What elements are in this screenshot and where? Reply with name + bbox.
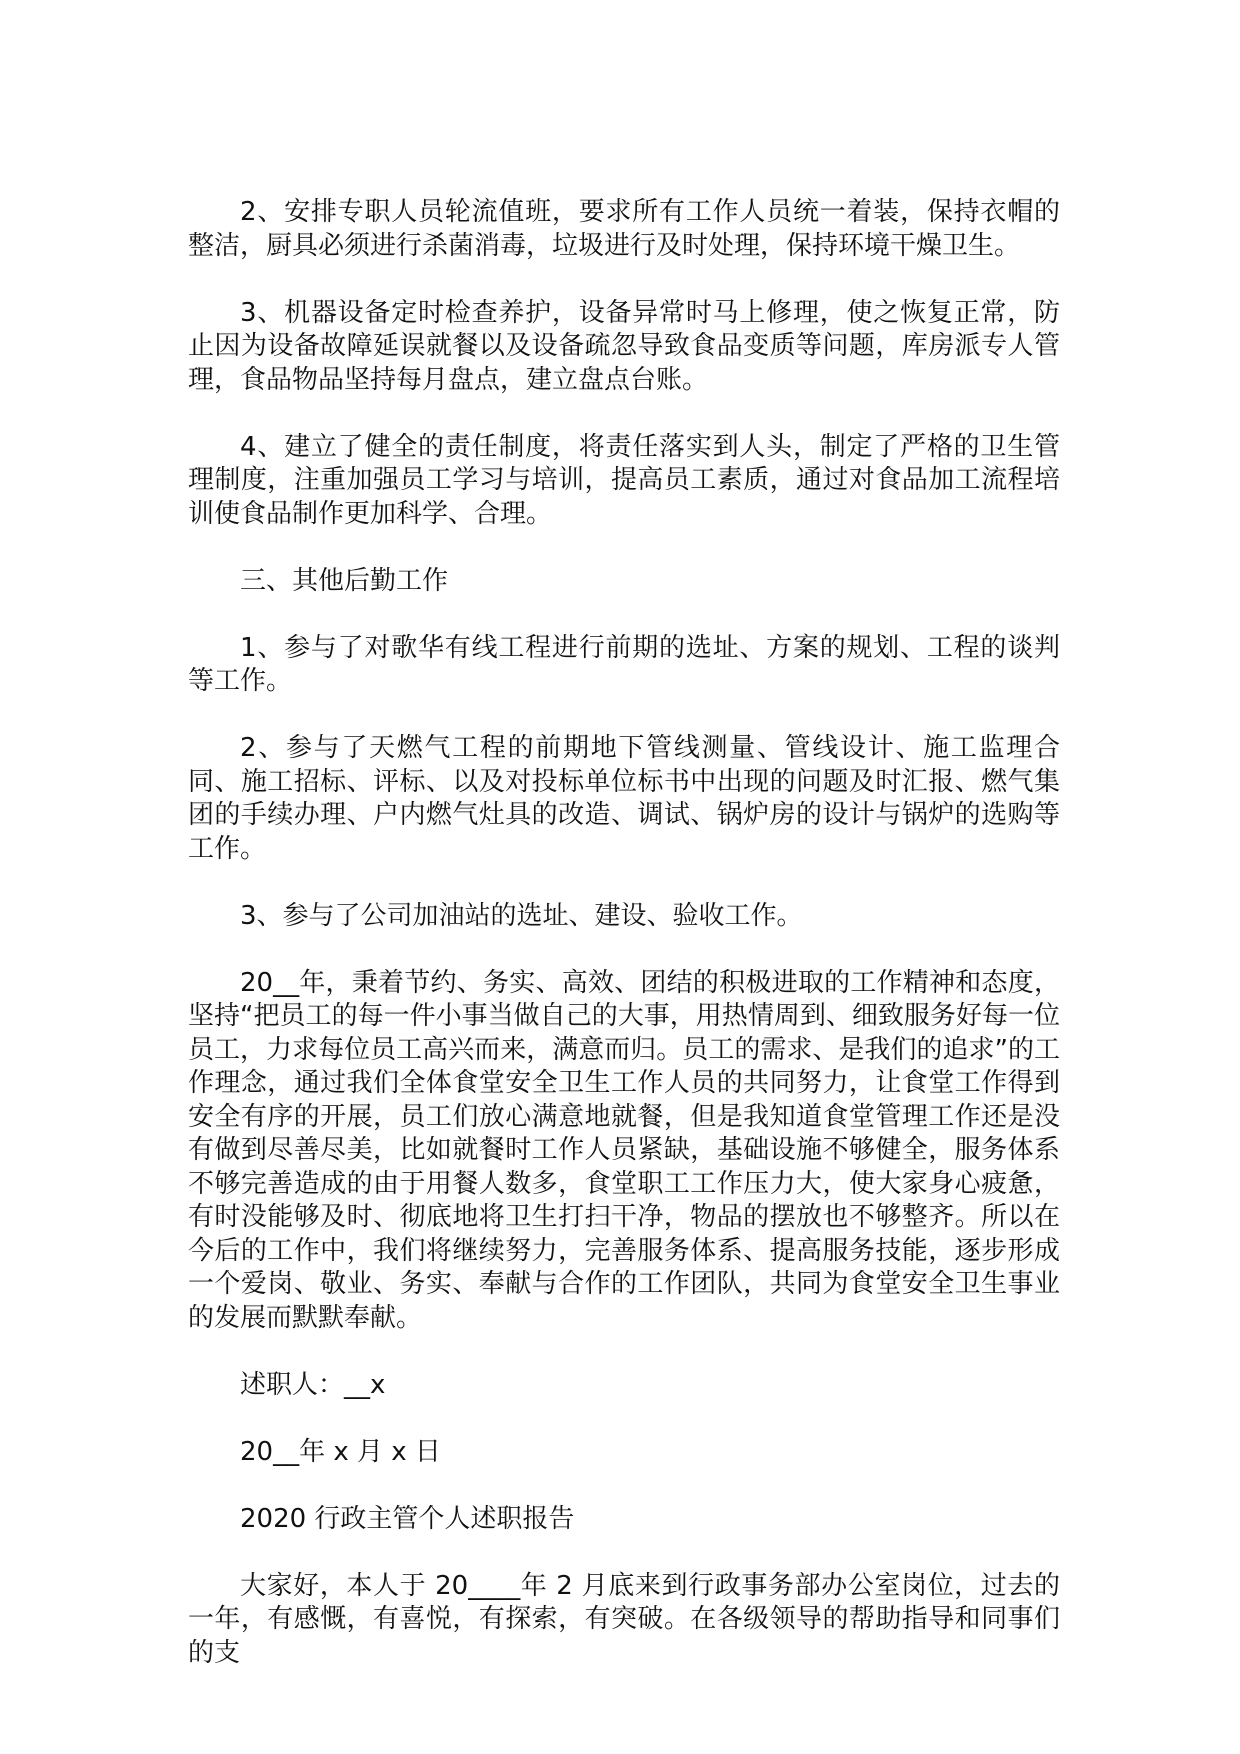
paragraph-natural-gas: 2、参与了天燃气工程的前期地下管线测量、管线设计、施工监理合同、施工招标、评标、以及对投标单位标书中出现的问题及时汇报、燃气集团的手续办理、户内燃气灶具的改造、调试、锅炉房的设计与锅炉的选购等工作。	[188, 733, 1060, 864]
paragraph-gas-station: 3、参与了公司加油站的选址、建设、验收工作。	[240, 900, 803, 931]
paragraph-canteen-duty: 2、安排专职人员轮流值班，要求所有工作人员统一着装，保持衣帽的整洁，厨具必须进行杀菌消毒，垃圾进行及时处理，保持环境干燥卫生。	[188, 197, 1060, 261]
paragraph-responsibility-system: 4、建立了健全的责任制度，将责任落实到人头，制定了严格的卫生管理制度，注重加强员工学习与培训，提高员工素质，通过对食品加工流程培训使食品制作更加科学、合理。	[188, 431, 1060, 529]
report-title: 2020 行政主管个人述职报告	[240, 1503, 575, 1534]
signature-reporter: 述职人：__x	[240, 1369, 386, 1400]
paragraph-equipment-maintenance: 3、机器设备定时检查养护，设备异常时马上修理，使之恢复正常，防止因为设备故障延误就餐以及设备疏忽导致食品变质等问题，库房派专人管理，食品物品坚持每月盘点，建立盘点台账。	[188, 297, 1060, 395]
document-page	[188, 196, 1060, 1670]
signature-date: 20__年 x 月 x 日	[240, 1436, 441, 1467]
paragraph-annual-summary: 20__年，秉着节约、务实、高效、团结的积极进取的工作精神和态度，坚持“把员工的每一件小事当做自己的大事，用热情周到、细致服务好每一位员工，力求每位员工高兴而来，满意而归。员工的需求、是我们的追求”的工作理念，通过我们全体食堂安全卫生工作人员的共同努力，让食堂工作得到安全有序的开展，员工们放心满意地就餐，但是我知道食堂管理工作还是没有做到尽善尽美，比如就餐时工作人员紧缺，基础设施不够健全，服务体系不够完善造成的由于用餐人数多，食堂职工工作压力大，使大家身心疲惫，有时没能够及时、彻底地将卫生打扫干净，物品的摆放也不够整齐。所以在今后的工作中，我们将继续努力，完善服务体系、提高服务技能，逐步形成一个爱岗、敬业、务实、奉献与合作的工作团队，共同为食堂安全卫生事业的发展而默默奉献。	[188, 967, 1060, 1333]
paragraph-gehua-cable: 1、参与了对歌华有线工程进行前期的选址、方案的规划、工程的谈判等工作。	[188, 632, 1060, 696]
paragraph-report-intro: 大家好，本人于 20____年 2 月底来到行政事务部办公室岗位，过去的一年，有感慨，有喜悦，有探索，有突破。在各级领导的帮助指导和同事们的支	[188, 1570, 1060, 1668]
section-heading-other-logistics: 三、其他后勤工作	[240, 565, 449, 596]
